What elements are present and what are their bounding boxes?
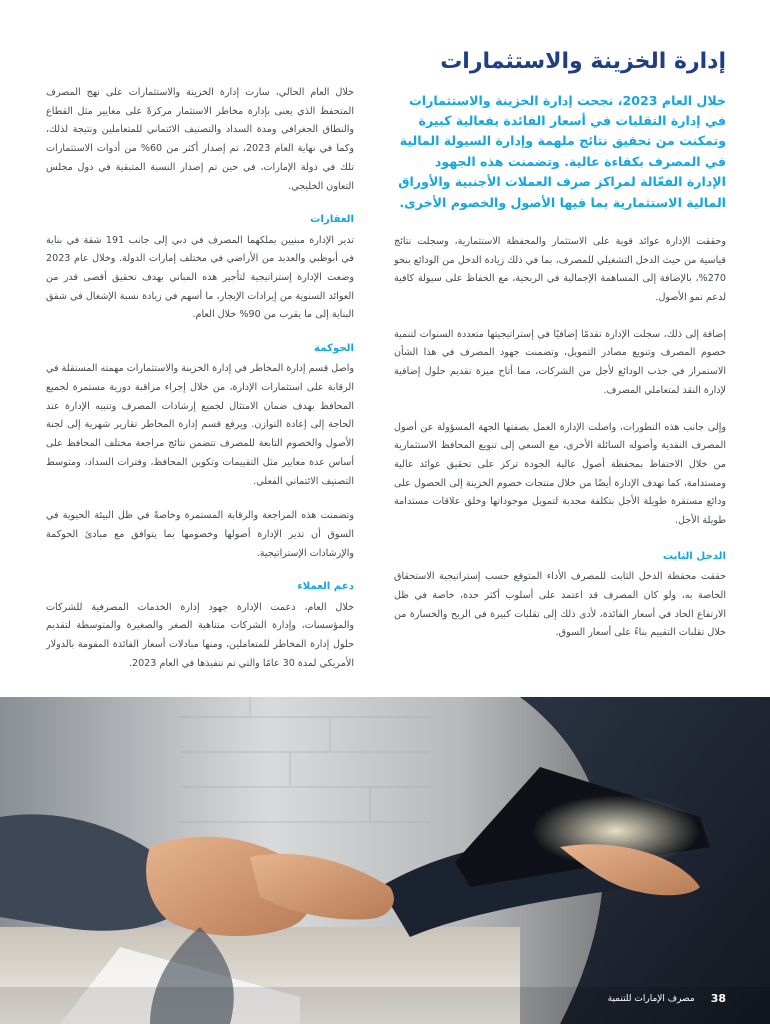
footer-brand: مصرف الإمارات للتنمية xyxy=(607,993,695,1004)
client-support-paragraph: خلال العام، دعمت الإدارة جهود إدارة الخدمات المصرفية للشركات والمؤسسات، وإدارة الشركات متناهية الصغر والصغيرة والمتوسطة لتقديم حلول إدارة المخاطر للمتعاملين، ومنها مبادلات أسعار الفائدة المقومة بالدولار الأمريكي لمدة 30 عامًا والتي تم تنفيذها في العام 2023. xyxy=(46,601,354,669)
handshake-illustration xyxy=(0,697,770,1024)
intro-paragraph: خلال العام الحالي، سارت إدارة الخزينة والاستثمارات على نهج المصرف المتحفظ الذي يعنى بإدارة مخاطر الاستثمار مركزةً على معايير مثل القطاع والنطاق الجغرافي ومدة السداد والتصنيف الائتماني للمتعاملين ونتيجة لذلك، وكما في نهاية العام 2023، تم إصدار أكثر من 60% من أدوات الاستثمارات تلك في دولة الإمارات، في حين تم إصدار النسبة المتبقية في دول مجلس التعاون الخليجي. xyxy=(46,87,354,192)
real-estate-paragraph: تدير الإدارة مبنيين يملكهما المصرف في دبي إلى جانب 191 شقة في بناية في أبوظبي والعديد من الأراضي في مختلف إمارات الدولة. وخلال عام 2023 وضعت الإدارة إستراتيجية لتأجير هذه المباني بهدف تحقيق أقصى قدر من العوائد السنوية من إيرادات الإيجار، ما أسهم في زيادة نسبة الإشغال في شقق البناية إلى ما يقرب من 90% خلال العام. xyxy=(46,234,354,321)
handshake-photo xyxy=(0,697,770,1024)
fixed-income-paragraph: حققت محفظة الدخل الثابت للمصرف الأداء المتوقع حسب إستراتيجية الاستحقاق الخاصة به، ولو كان المصرف قد اعتمد على أسلوب أكثر حدة، خاصة في ظل الارتفاع الحاد في أسعار الفائدة، لأدى ذلك إلى تقلبات كبيرة في الربح والخسارة من خلال تقلبات التقييم بناءً على أسعار السوق. xyxy=(394,571,726,639)
page-footer xyxy=(608,992,726,1005)
body-paragraph: وإلى جانب هذه التطورات، واصلت الإدارة العمل بصفتها الجهة المسؤولة عن أصول المصرف النقدية وأصوله السائلة الأخرى، مع السعي إلى تنويع المحافظ الاستثمارية من خلال الاحتفاظ بمحفظة أصول عالية الجودة تركز على تحقيق عوائد عالية ومستدامة، كما تهدف الإدارة أيضًا من خلال منتجات خصوم الخزينة إلى الحصول على ودائع مستقرة طويلة الأجل بتكلفة مجدية لتمويل موجوداتها وخلق علاقات مستدامة طويلة الأجل. xyxy=(394,421,726,527)
body-paragraph: إضافة إلى ذلك، سجلت الإدارة تقدمًا إضافيًا في إستراتيجيتها متعددة السنوات لتنمية خصوم المصرف وتنويع مصادر التمويل، وتضمنت جهود المصرف في هذا الشأن الاستمرار في جذب الودائع لأجل من الشركات، مما أتاح ميزة تقديم حلول إضافية لإدارة النقد لمتعاملي المصرف. xyxy=(394,328,726,396)
left-column xyxy=(46,84,354,690)
governance-paragraph: واصل قسم إدارة المخاطر في إدارة الخزينة والاستثمارات مهمته المستقلة في الرقابة على استثمارات الإدارة، من خلال إجراء مراقبة دورية مستمرة لجميع المحافظ بهدف ضمان الامتثال لجميع إرشادات المصرف وتنبيه الإدارة عند الحاجة إلى إعادة التوازن. ويرفع قسم إدارة المخاطر تقارير شهرية إلى لجنة الأصول والخصوم التابعة للمصرف تتضمن نتائج مراجعة مختلف المحافظ على أساس عدة معايير مثل التقييمات وتكوين المحافظ، وفترات السداد، ومتوسط التصنيف الائتماني الفعلي. xyxy=(46,363,354,487)
page-number: 38 xyxy=(710,992,726,1005)
page-title: إدارة الخزينة والاستثمارات xyxy=(440,49,726,74)
section-heading-real-estate: العقارات xyxy=(310,214,354,226)
section-heading-client-support: دعم العملاء xyxy=(297,581,354,593)
section-heading-fixed-income: الدخل الثابت xyxy=(662,550,726,562)
lead-paragraph: خلال العام 2023، نجحت إدارة الخزينة والاستثمارات في إدارة التقلبات في أسعار الفائدة بفعالية كبيرة وتمكنت من تحقيق نتائج ملهمة وإدارة السيولة المالية في المصرف بكفاءة عالية. وتضمنت هذه الجهود الإدارة الفعّالة لمراكز صرف العملات الأجنبية والأوراق المالية الاستثمارية بما فيها الأصول والخصوم الأخرى. xyxy=(398,92,726,210)
section-heading-governance: الحوكمة xyxy=(314,343,354,355)
right-column xyxy=(394,48,726,661)
governance-paragraph: وتضمنت هذه المراجعة والرقابة المستمرة وخاصةً في ظل البيئة الحيوية في السوق أن تدير الإدارة أصولها وخصومها بما يتوافق مع مبادئ الحوكمة والإرشادات الإستراتيجية. xyxy=(46,510,354,559)
body-paragraph: وحققت الإدارة عوائد قوية على الاستثمار والمحفظة الاستثمارية، وسجلت نتائج قياسية من حيث الدخل التشغيلي للمصرف، بما في ذلك زيادة الدخل من الودائع بنحو 270%، بالإضافة إلى المساهمة الإجمالية في الربحية، مع الحفاظ على سيولة كافية لدعم نمو الأصول. xyxy=(394,235,726,304)
